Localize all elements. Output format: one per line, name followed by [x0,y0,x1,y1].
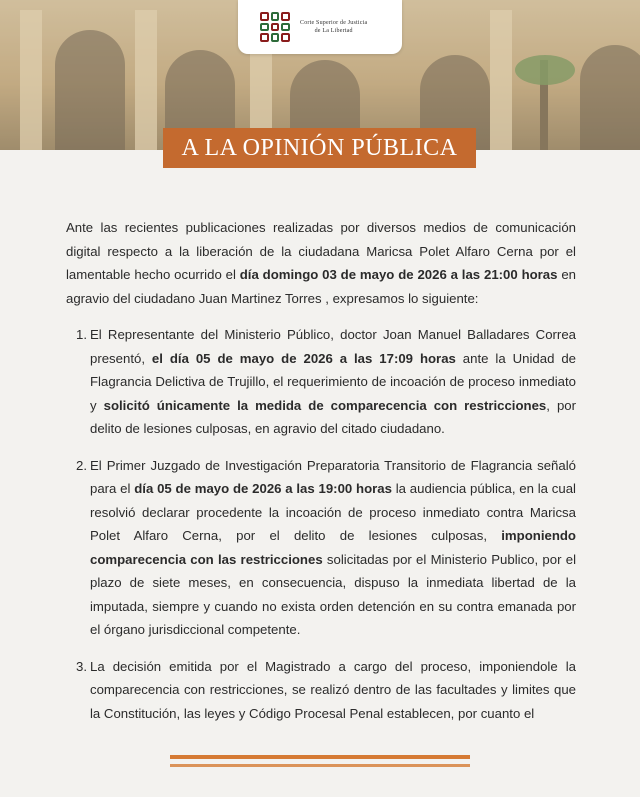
logo-card [238,0,402,54]
statement-body [66,216,576,738]
footer-divider [170,755,470,759]
logo-text: Corte Superior de Justicia de La Libertad [300,20,368,34]
page-title: A LA OPINIÓN PÚBLICA [181,134,458,161]
list-item: 1. El Representante del Ministerio Público, doctor Joan Manuel Balladares Correa presentó, el día 05 de mayo de 2026 a las 17:09 horas ante la Unidad de Flagrancia Delictiva de Trujillo, el requerimiento de incoación de proceso inmediato y solicitó únicamente la medida de comparecencia con restricciones, por delito de lesiones culposas, en agravio del citado ciudadano. [76,327,577,436]
court-logo-icon [260,12,290,42]
footer-divider [170,764,470,767]
title-banner [163,128,476,168]
intro-paragraph: Ante las recientes publicaciones realizadas por diversos medios de comunicación digital respecto a la liberación de la ciudadana Maricsa Polet Alfaro Cerna por el lamentable hecho ocurrido el día domingo 03 de mayo de 2026 a las 21:00 horas en agravio del ciudadano Juan Martinez Torres , expresamos lo siguiente: [66,220,576,306]
list-item: 3. La decisión emitida por el Magistrado a cargo del proceso, imponiendole la comparecencia con restricciones, se realizó dentro de las facultades y limites que la Constitución, las leyes y Código Procesal Penal establecen, por cuanto el [76,658,576,721]
list-item: 2. El Primer Juzgado de Investigación Preparatoria Transitorio de Flagrancia señaló para el día 05 de mayo de 2026 a las 19:00 horas la audiencia pública, en la cual resolvió declarar procedente la incoación de proceso inmediato contra Maricsa Polet Alfaro Cerna, por el delito de lesiones culposas, imponiendo comparecencia con las restricciones solicitadas por el Ministerio Publico, por el plazo de siete meses, en consecuencia, dispuso la inmediata libertad de la imputada, siempre y cuando no exista orden detención en su contra emanada por el órgano jurisdiccional competente. [76,457,576,637]
